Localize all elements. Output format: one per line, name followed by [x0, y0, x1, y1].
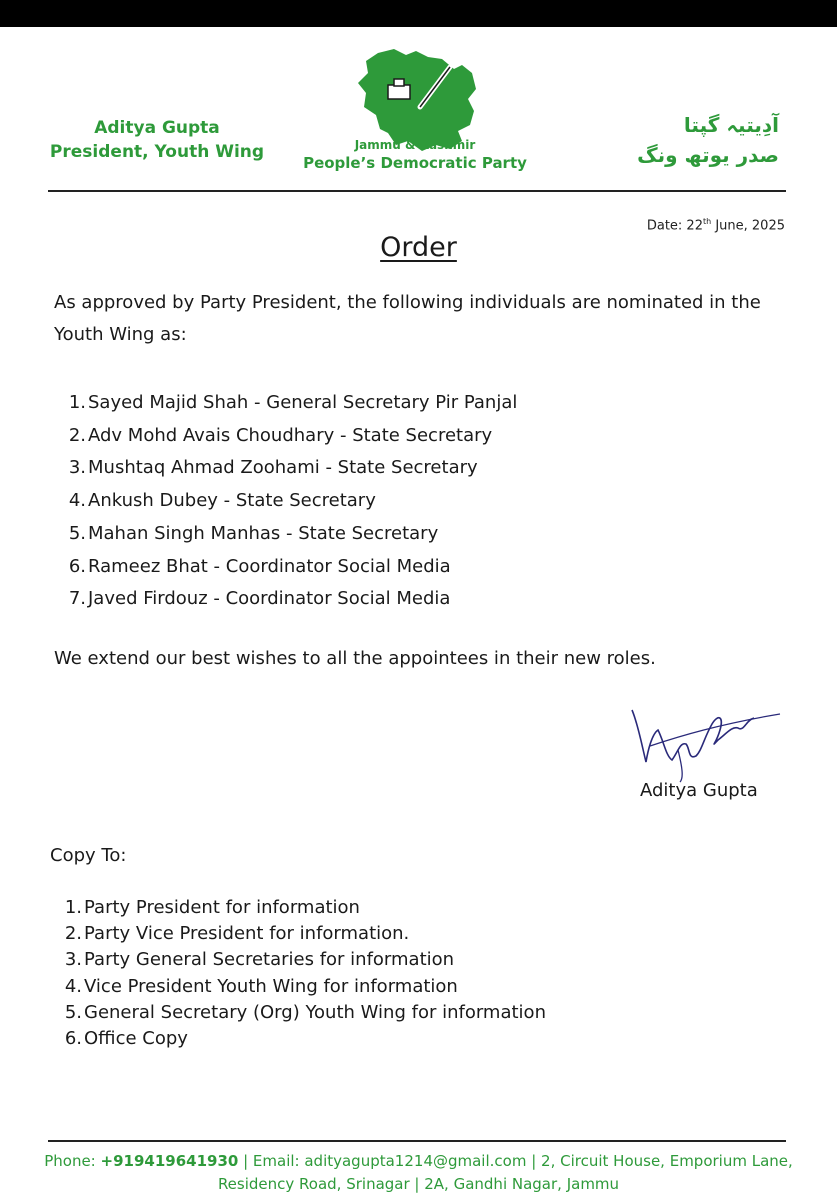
nominee-item-text: Mahan Singh Manhas - State Secretary — [88, 522, 439, 544]
footer-line1 — [0, 1150, 837, 1173]
nominee-item-number: 2. — [68, 424, 86, 446]
date-label: Date: 22 — [646, 218, 703, 234]
copy-item — [60, 895, 546, 921]
nominee-item-number: 6. — [68, 555, 86, 577]
footer-divider — [48, 1140, 786, 1142]
nominee-item — [64, 420, 517, 453]
nominee-item-number: 1. — [68, 392, 86, 413]
footer-phone: +919419641930 — [100, 1152, 239, 1170]
copy-item-number: 4. — [64, 975, 82, 997]
copy-item-number: 6. — [64, 1028, 82, 1050]
nominee-item — [64, 583, 517, 616]
footer-email-address: | Email: adityagupta1214@gmail.com | 2, Circuit House, Emporium Lane, — [238, 1152, 793, 1170]
copy-to-label: Copy To: — [50, 845, 127, 866]
copy-item-number: 5. — [64, 1001, 82, 1023]
nominee-item — [64, 387, 517, 420]
copy-item-text: Office Copy — [84, 1028, 188, 1050]
nominee-item-number: 3. — [68, 457, 86, 479]
top-black-bar — [0, 0, 837, 27]
copy-item — [60, 947, 546, 973]
copy-item-number: 2. — [64, 923, 82, 945]
copy-item — [60, 1000, 546, 1026]
copy-item — [60, 974, 546, 1000]
copy-item — [60, 921, 546, 947]
header-left-name: Aditya Gupta — [94, 118, 220, 138]
nominee-item — [64, 551, 517, 584]
nominee-item-text: Rameez Bhat - Coordinator Social Media — [88, 555, 451, 577]
nominee-item-text: Ankush Dubey - State Secretary — [88, 490, 376, 512]
date-suffix: th — [702, 217, 712, 226]
footer-contact — [0, 1150, 837, 1196]
header-left — [22, 116, 292, 164]
copy-to-list — [60, 895, 546, 1052]
copy-item-number: 3. — [64, 949, 82, 971]
page-title: Order — [380, 232, 457, 263]
copy-item-text: Party General Secretaries for information — [84, 949, 455, 971]
header-right-title: صدر یوتھ ونگ — [637, 143, 779, 167]
nominee-item-text: Adv Mohd Avais Choudhary - State Secretary — [88, 424, 493, 446]
nominee-item-number: 5. — [68, 522, 86, 544]
footer-phone-label: Phone: — [44, 1152, 101, 1170]
header-divider — [48, 190, 786, 192]
nominee-list — [64, 387, 517, 616]
signer-name: Aditya Gupta — [640, 780, 758, 801]
copy-item-text: General Secretary (Org) Youth Wing for information — [84, 1001, 546, 1023]
nominee-item-number: 4. — [68, 490, 86, 512]
header-left-title: President, Youth Wing — [49, 142, 265, 162]
copy-item-text: Party President for information — [84, 897, 360, 918]
copy-item-text: Vice President Youth Wing for information — [84, 975, 458, 997]
party-name-line2: People’s Democratic Party — [303, 154, 527, 172]
intro-paragraph: As approved by Party President, the following individuals are nominated in the Youth Wing as: — [54, 292, 761, 345]
copy-item-number: 1. — [64, 897, 82, 918]
nominee-item-text: Mushtaq Ahmad Zoohami - State Secretary — [88, 457, 478, 479]
order-date — [647, 217, 785, 233]
date-rest: June, 2025 — [711, 218, 785, 234]
header-right-urdu — [609, 110, 779, 170]
nominee-item-number: 7. — [68, 588, 86, 610]
nominee-item-text: Sayed Majid Shah - General Secretary Pir Panjal — [88, 392, 518, 413]
party-name-line1: Jammu & Kashmir — [354, 138, 476, 152]
footer-line2: Residency Road, Srinagar | 2A, Gandhi Nagar, Jammu — [217, 1175, 620, 1193]
signature-icon — [620, 690, 785, 785]
closing-paragraph: We extend our best wishes to all the appointees in their new roles. — [54, 648, 656, 669]
copy-item-text: Party Vice President for information. — [84, 923, 410, 945]
nominee-item — [64, 452, 517, 485]
nominee-item — [64, 518, 517, 551]
copy-item — [60, 1026, 546, 1052]
header-right-name: آدِیتیہ گپتا — [683, 113, 779, 137]
nominee-item — [64, 485, 517, 518]
party-name — [290, 137, 540, 174]
nominee-item-text: Javed Firdouz - Coordinator Social Media — [88, 588, 451, 610]
